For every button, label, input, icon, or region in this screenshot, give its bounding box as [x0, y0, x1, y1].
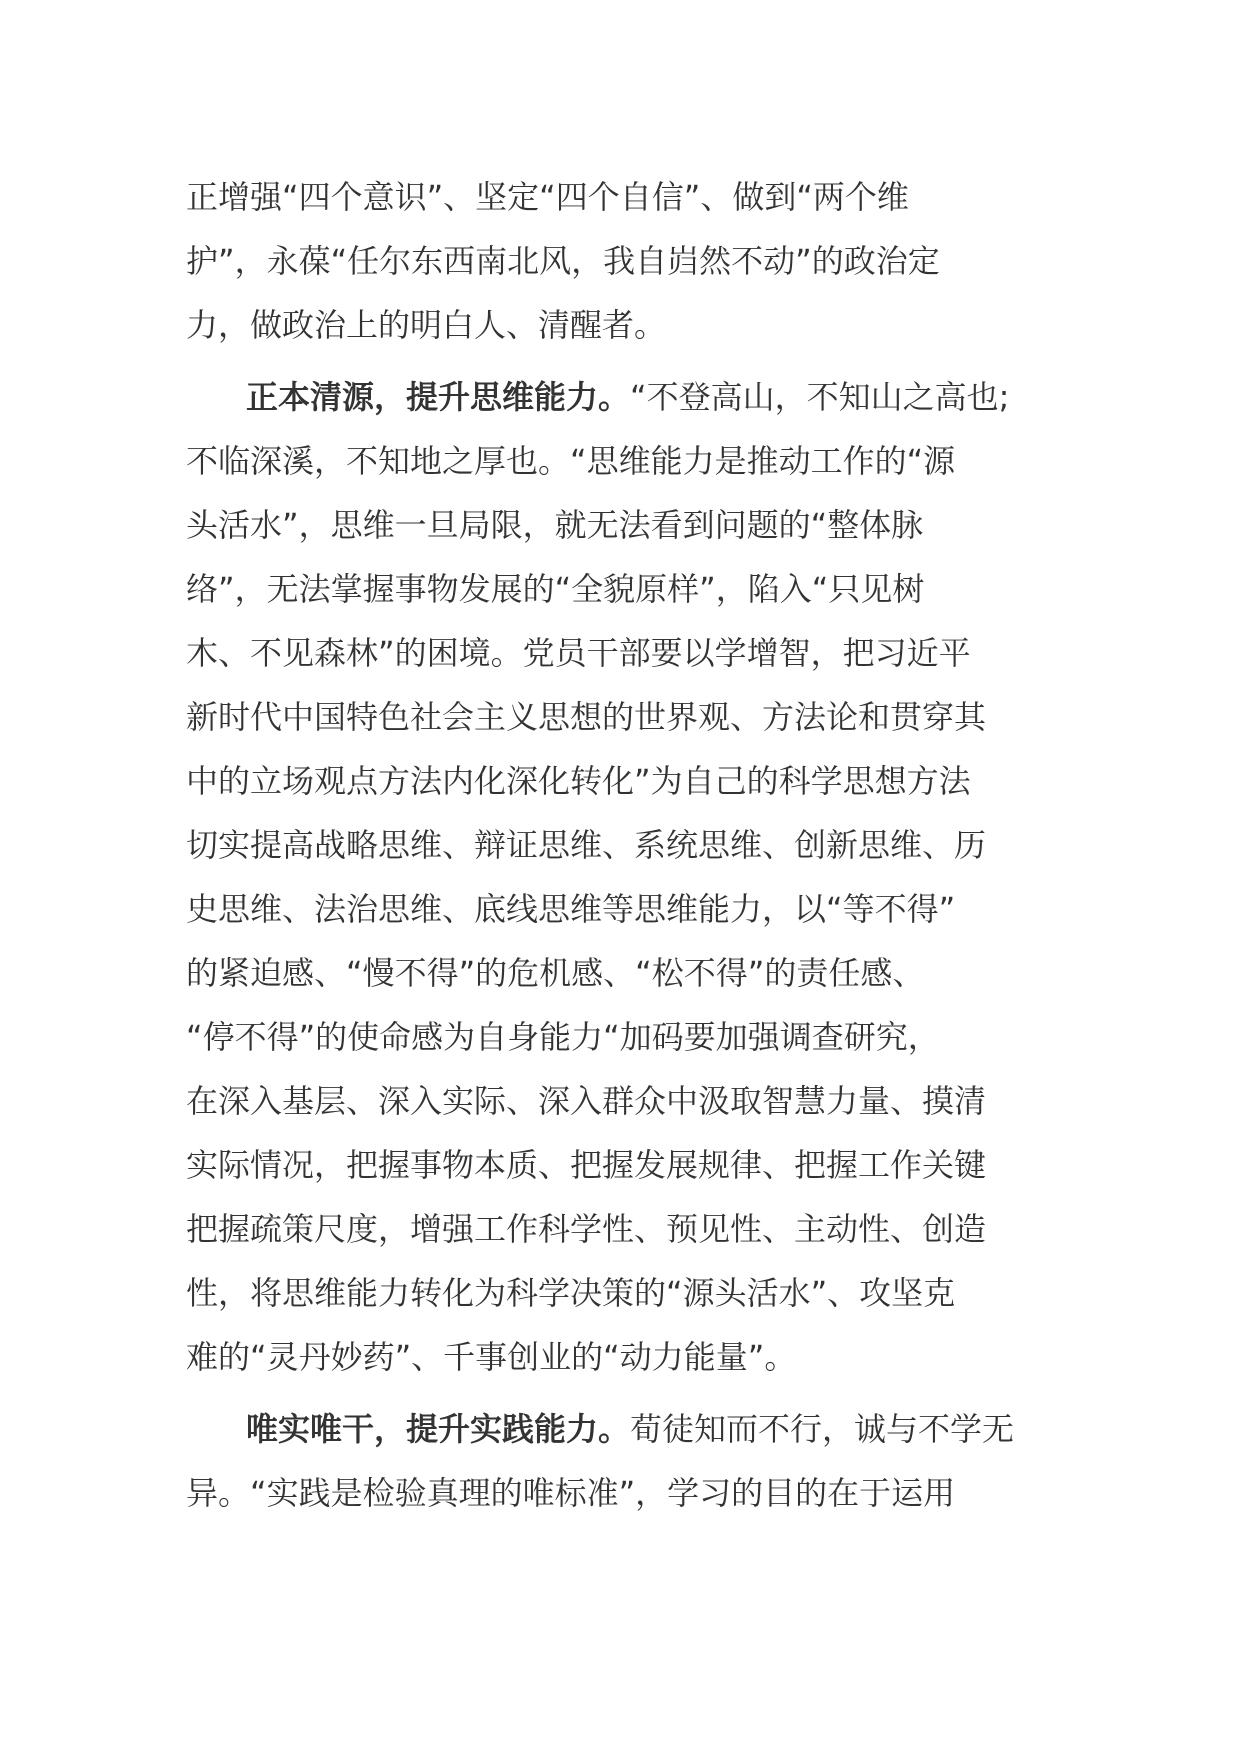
paragraph-heading: 正本清源，提升思维能力。 [246, 378, 631, 416]
paragraph-first-line [186, 1397, 1056, 1461]
text-line: 难的“灵丹妙药”、千事创业的“动力能量”。 [186, 1338, 797, 1376]
text-line: 史思维、法治思维、底线思维等思维能力，以“等不得” [186, 890, 956, 928]
paragraph-gap [186, 1389, 1056, 1397]
text-line: 在深入基层、深入实际、深入群众中汲取智慧力量、摸清 [186, 1082, 987, 1120]
text-line: 络”，无法掌握事物发展的“全貌原样”，陷入“只见树 [186, 570, 925, 608]
paragraph-political-ability-continued [186, 165, 1056, 357]
text-line: 正增强“四个意识”、坚定“四个自信”、做到“两个维 [186, 178, 909, 216]
text-line: 把握疏策尺度，增强工作科学性、预见性、主动性、创造 [186, 1210, 987, 1248]
text-line: 实际情况，把握事物本质、把握发展规律、把握工作关键 [186, 1146, 987, 1184]
text-line: 护”，永葆“任尔东西南北风，我自岿然不动”的政治定 [186, 242, 940, 280]
paragraph-practice-ability [186, 1397, 1056, 1525]
text-line: 新时代中国特色社会主义思想的世界观、方法论和贯穿其 [186, 698, 987, 736]
paragraph-heading: 唯实唯干，提升实践能力。 [246, 1410, 631, 1448]
text-line: 中的立场观点方法内化深化转化”为自己的科学思想方法 [186, 762, 971, 800]
paragraph-thinking-ability [186, 365, 1056, 1389]
text-line: 切实提高战略思维、辩证思维、系统思维、创新思维、历 [186, 826, 987, 864]
paragraph-first-line [186, 365, 1056, 429]
text-line: 木、不见森林”的困境。党员干部要以学增智，把习近平 [186, 634, 971, 672]
document-body [186, 165, 1056, 1525]
text-run: 荀徒知而不行，诚与不学无 [630, 1410, 1015, 1448]
text-line: 的紧迫感、“慢不得”的危机感、“松不得”的责任感、 [186, 954, 925, 992]
text-run: “不登高山，不知山之高也; [630, 378, 1010, 416]
text-line: 异。“实践是检验真理的唯标准”，学习的目的在于运用 [186, 1474, 956, 1512]
text-line: 头活水”，思维一旦局限，就无法看到问题的“整体脉 [186, 506, 924, 544]
paragraph-gap [186, 357, 1056, 365]
text-line: 不临深溪，不知地之厚也。“思维能力是推动工作的“源 [186, 442, 956, 480]
text-line: 性，将思维能力转化为科学决策的“源头活水”、攻坚克 [186, 1274, 956, 1312]
text-line: “停不得”的使命感为自身能力“加码要加强调查研究， [186, 1018, 940, 1056]
text-line: 力，做政治上的明白人、清醒者。 [186, 306, 667, 344]
